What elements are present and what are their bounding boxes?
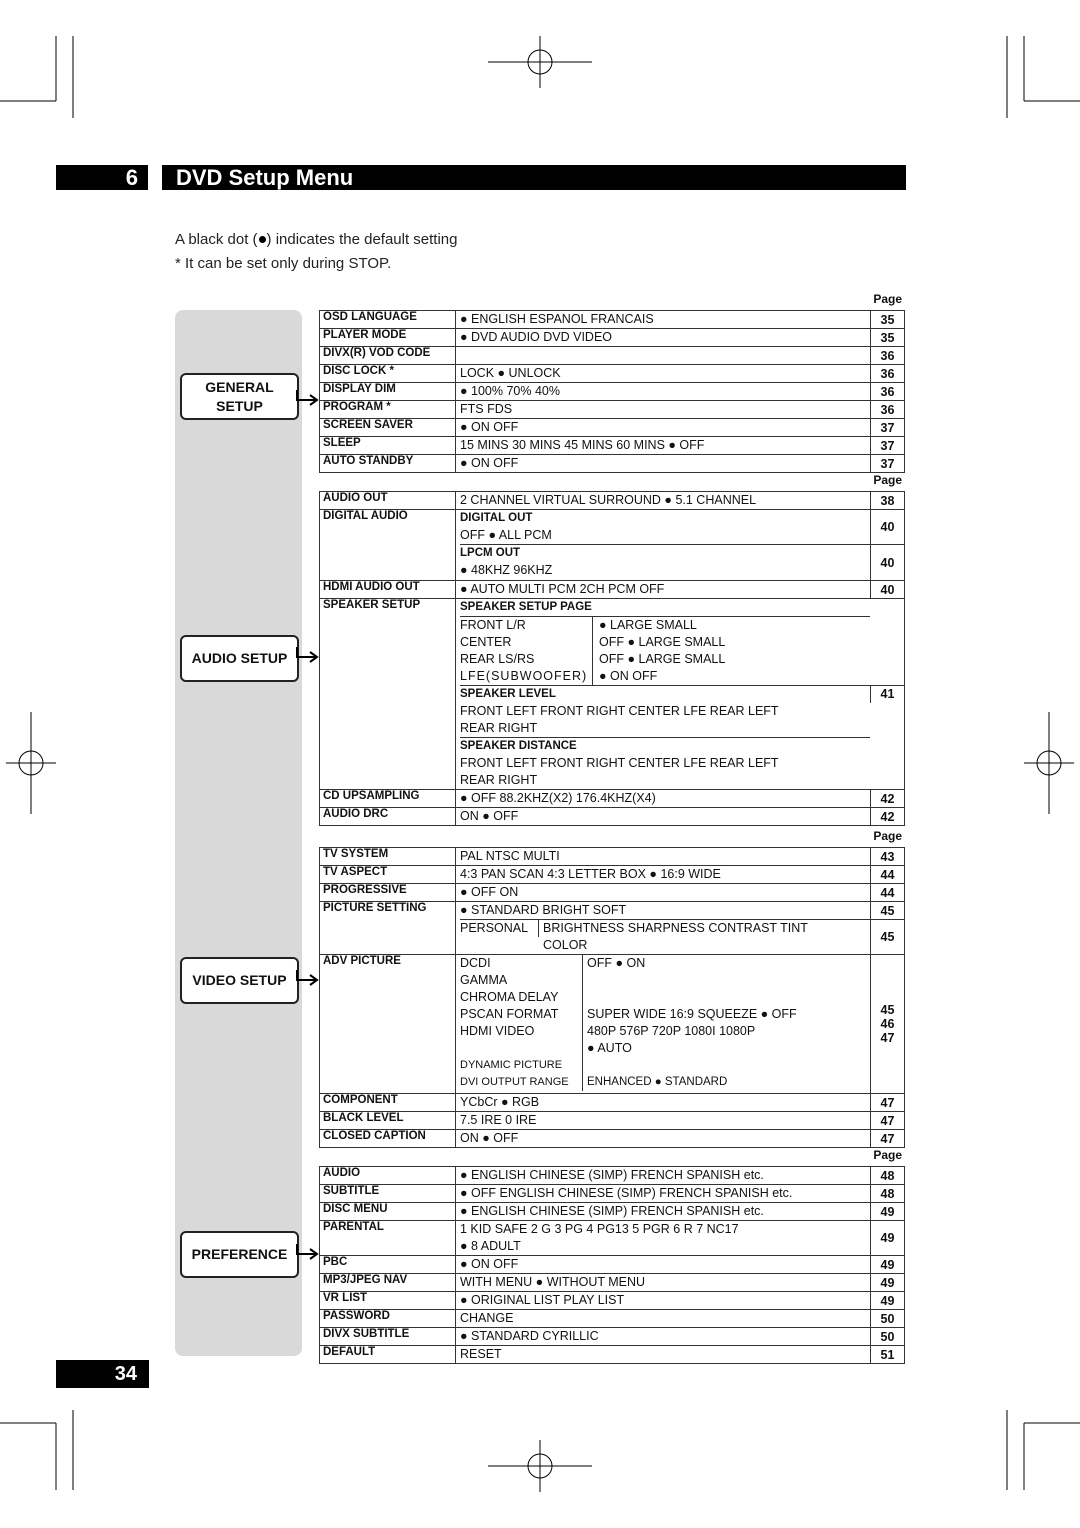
table-row: ADV PICTURE DCDI OFF ● ON GAMMA CHROMA DELAY PSCAN FORMAT SUPER WIDE 16:9 SQUEEZE ● OFF HDMI VIDEO 480P 576P 720P 1080I 1080P ● AUTO DYNAMIC PICTURE DVI OUTPUT RANGE ENHANCED ● STANDARD 45 46 47 — [319, 955, 905, 1094]
arrow-right-icon — [296, 968, 320, 992]
page-column-label: Page — [873, 292, 902, 306]
list-item: DYNAMIC PICTURE — [460, 1057, 868, 1074]
general-setup-table — [319, 310, 905, 473]
intro-line-2: * It can be set only during STOP. — [175, 255, 392, 272]
arrow-right-icon — [296, 388, 320, 412]
table-row: PLAYER MODE ● DVD AUDIO DVD VIDEO 35 — [319, 329, 905, 347]
list-item: FRONT L/R ● LARGE SMALL — [460, 618, 697, 632]
page-title: DVD Setup Menu — [176, 165, 354, 190]
page-number: 34 — [56, 1360, 149, 1388]
list-item: GAMMA — [460, 972, 868, 989]
arrow-right-icon — [296, 1242, 320, 1266]
category-general-setup: GENERAL SETUP — [180, 373, 299, 420]
list-item: PSCAN FORMAT SUPER WIDE 16:9 SQUEEZE ● OFF — [460, 1007, 797, 1021]
list-item: CHROMA DELAY — [460, 989, 868, 1006]
table-row: VR LIST ● ORIGINAL LIST PLAY LIST 49 — [319, 1292, 905, 1310]
list-item: ● AUTO — [460, 1040, 868, 1057]
table-row: PROGRAM * FTS FDS 36 — [319, 401, 905, 419]
category-video-setup: VIDEO SETUP — [180, 957, 299, 1004]
table-row: AUTO STANDBY ● ON OFF 37 — [319, 455, 905, 473]
table-row: PARENTAL 1 KID SAFE 2 G 3 PG 4 PG13 5 PGR 6 R 7 NC17 ● 8 ADULT 49 — [319, 1221, 905, 1256]
page-column-label: Page — [873, 1148, 902, 1162]
list-item: CENTER OFF ● LARGE SMALL — [460, 635, 726, 649]
table-row: DIVX SUBTITLE ● STANDARD CYRILLIC 50 — [319, 1328, 905, 1346]
default-dot-icon — [259, 236, 266, 243]
arrow-right-icon — [296, 645, 320, 669]
table-row: SLEEP 15 MINS 30 MINS 45 MINS 60 MINS ● OFF 37 — [319, 437, 905, 455]
category-preference: PREFERENCE — [180, 1231, 299, 1278]
table-row: DISC LOCK * LOCK ● UNLOCK 36 — [319, 365, 905, 383]
table-row: TV ASPECT 4:3 PAN SCAN 4:3 LETTER BOX ● 16:9 WIDE 44 — [319, 866, 905, 884]
page-column-label: Page — [873, 473, 902, 487]
table-row: DISPLAY DIM ● 100% 70% 40% 36 — [319, 383, 905, 401]
table-row: SPEAKER SETUP SPEAKER SETUP PAGE FRONT L/R ● LARGE SMALL CENTER OFF ● LARGE SMALL REAR LS/RS OFF ● LARGE SMALL LFE(SUBWOOFER) ● ON OFF SPEAKER LEVEL FRONT LEFT FRONT RIGHT CENTER LFE REAR LEFT REAR RIGHT SPEAKER DISTANCE FRONT LEFT FRONT RIGHT CENTER LFE REAR LEFT REAR RIGHT 41 — [319, 599, 905, 790]
category-sidebar — [175, 310, 302, 1356]
table-row: PBC ● ON OFF 49 — [319, 1256, 905, 1274]
page-column-label: Page — [873, 829, 902, 843]
adv-picture-table — [460, 955, 868, 1091]
table-row: COMPONENT YCbCr ● RGB 47 — [319, 1094, 905, 1112]
table-row: AUDIO ● ENGLISH CHINESE (SIMP) FRENCH SPANISH etc. 48 — [319, 1166, 905, 1185]
list-item: LFE(SUBWOOFER) ● ON OFF — [460, 669, 658, 683]
category-audio-setup: AUDIO SETUP — [180, 635, 299, 682]
speaker-setup-table — [460, 617, 868, 685]
table-row: CLOSED CAPTION ON ● OFF 47 — [319, 1130, 905, 1148]
table-row: PICTURE SETTING ● STANDARD BRIGHT SOFT PERSONAL BRIGHTNESS SHARPNESS CONTRAST TINT COLOR 45 45 — [319, 902, 905, 955]
table-row: HDMI AUDIO OUT ● AUTO MULTI PCM 2CH PCM OFF 40 — [319, 581, 905, 599]
table-row: OSD LANGUAGE ● ENGLISH ESPANOL FRANCAIS 35 — [319, 310, 905, 329]
table-row: TV SYSTEM PAL NTSC MULTI 43 — [319, 847, 905, 866]
table-row: AUDIO DRC ON ● OFF 42 — [319, 808, 905, 826]
section-number: 6 — [125, 165, 138, 190]
table-row: BLACK LEVEL 7.5 IRE 0 IRE 47 — [319, 1112, 905, 1130]
table-row: DIGITAL AUDIO DIGITAL OUT OFF ● ALL PCM LPCM OUT ● 48KHZ 96KHZ 40 40 — [319, 510, 905, 581]
table-row: SUBTITLE ● OFF ENGLISH CHINESE (SIMP) FRENCH SPANISH etc. 48 — [319, 1185, 905, 1203]
table-row: DISC MENU ● ENGLISH CHINESE (SIMP) FRENCH SPANISH etc. 49 — [319, 1203, 905, 1221]
table-row: DIVX(R) VOD CODE 36 — [319, 347, 905, 365]
list-item: DVI OUTPUT RANGE ENHANCED ● STANDARD — [460, 1074, 868, 1091]
preference-table — [319, 1166, 905, 1364]
table-row: CD UPSAMPLING ● OFF 88.2KHZ(X2) 176.4KHZ(X4) 42 — [319, 790, 905, 808]
intro-line-1: A black dot ( ) indicates the default setting — [175, 231, 458, 248]
video-setup-table — [319, 847, 905, 1148]
table-row: PASSWORD CHANGE 50 — [319, 1310, 905, 1328]
audio-setup-table — [319, 491, 905, 826]
section-header — [56, 165, 906, 190]
list-item: DCDI OFF ● ON — [460, 956, 646, 970]
list-item: REAR LS/RS OFF ● LARGE SMALL — [460, 652, 726, 666]
table-row: MP3/JPEG NAV WITH MENU ● WITHOUT MENU 49 — [319, 1274, 905, 1292]
table-row: AUDIO OUT 2 CHANNEL VIRTUAL SURROUND ● 5.1 CHANNEL 38 — [319, 491, 905, 510]
list-item: HDMI VIDEO 480P 576P 720P 1080I 1080P — [460, 1024, 756, 1038]
table-row: PROGRESSIVE ● OFF ON 44 — [319, 884, 905, 902]
table-row: DEFAULT RESET 51 — [319, 1346, 905, 1364]
table-row: SCREEN SAVER ● ON OFF 37 — [319, 419, 905, 437]
